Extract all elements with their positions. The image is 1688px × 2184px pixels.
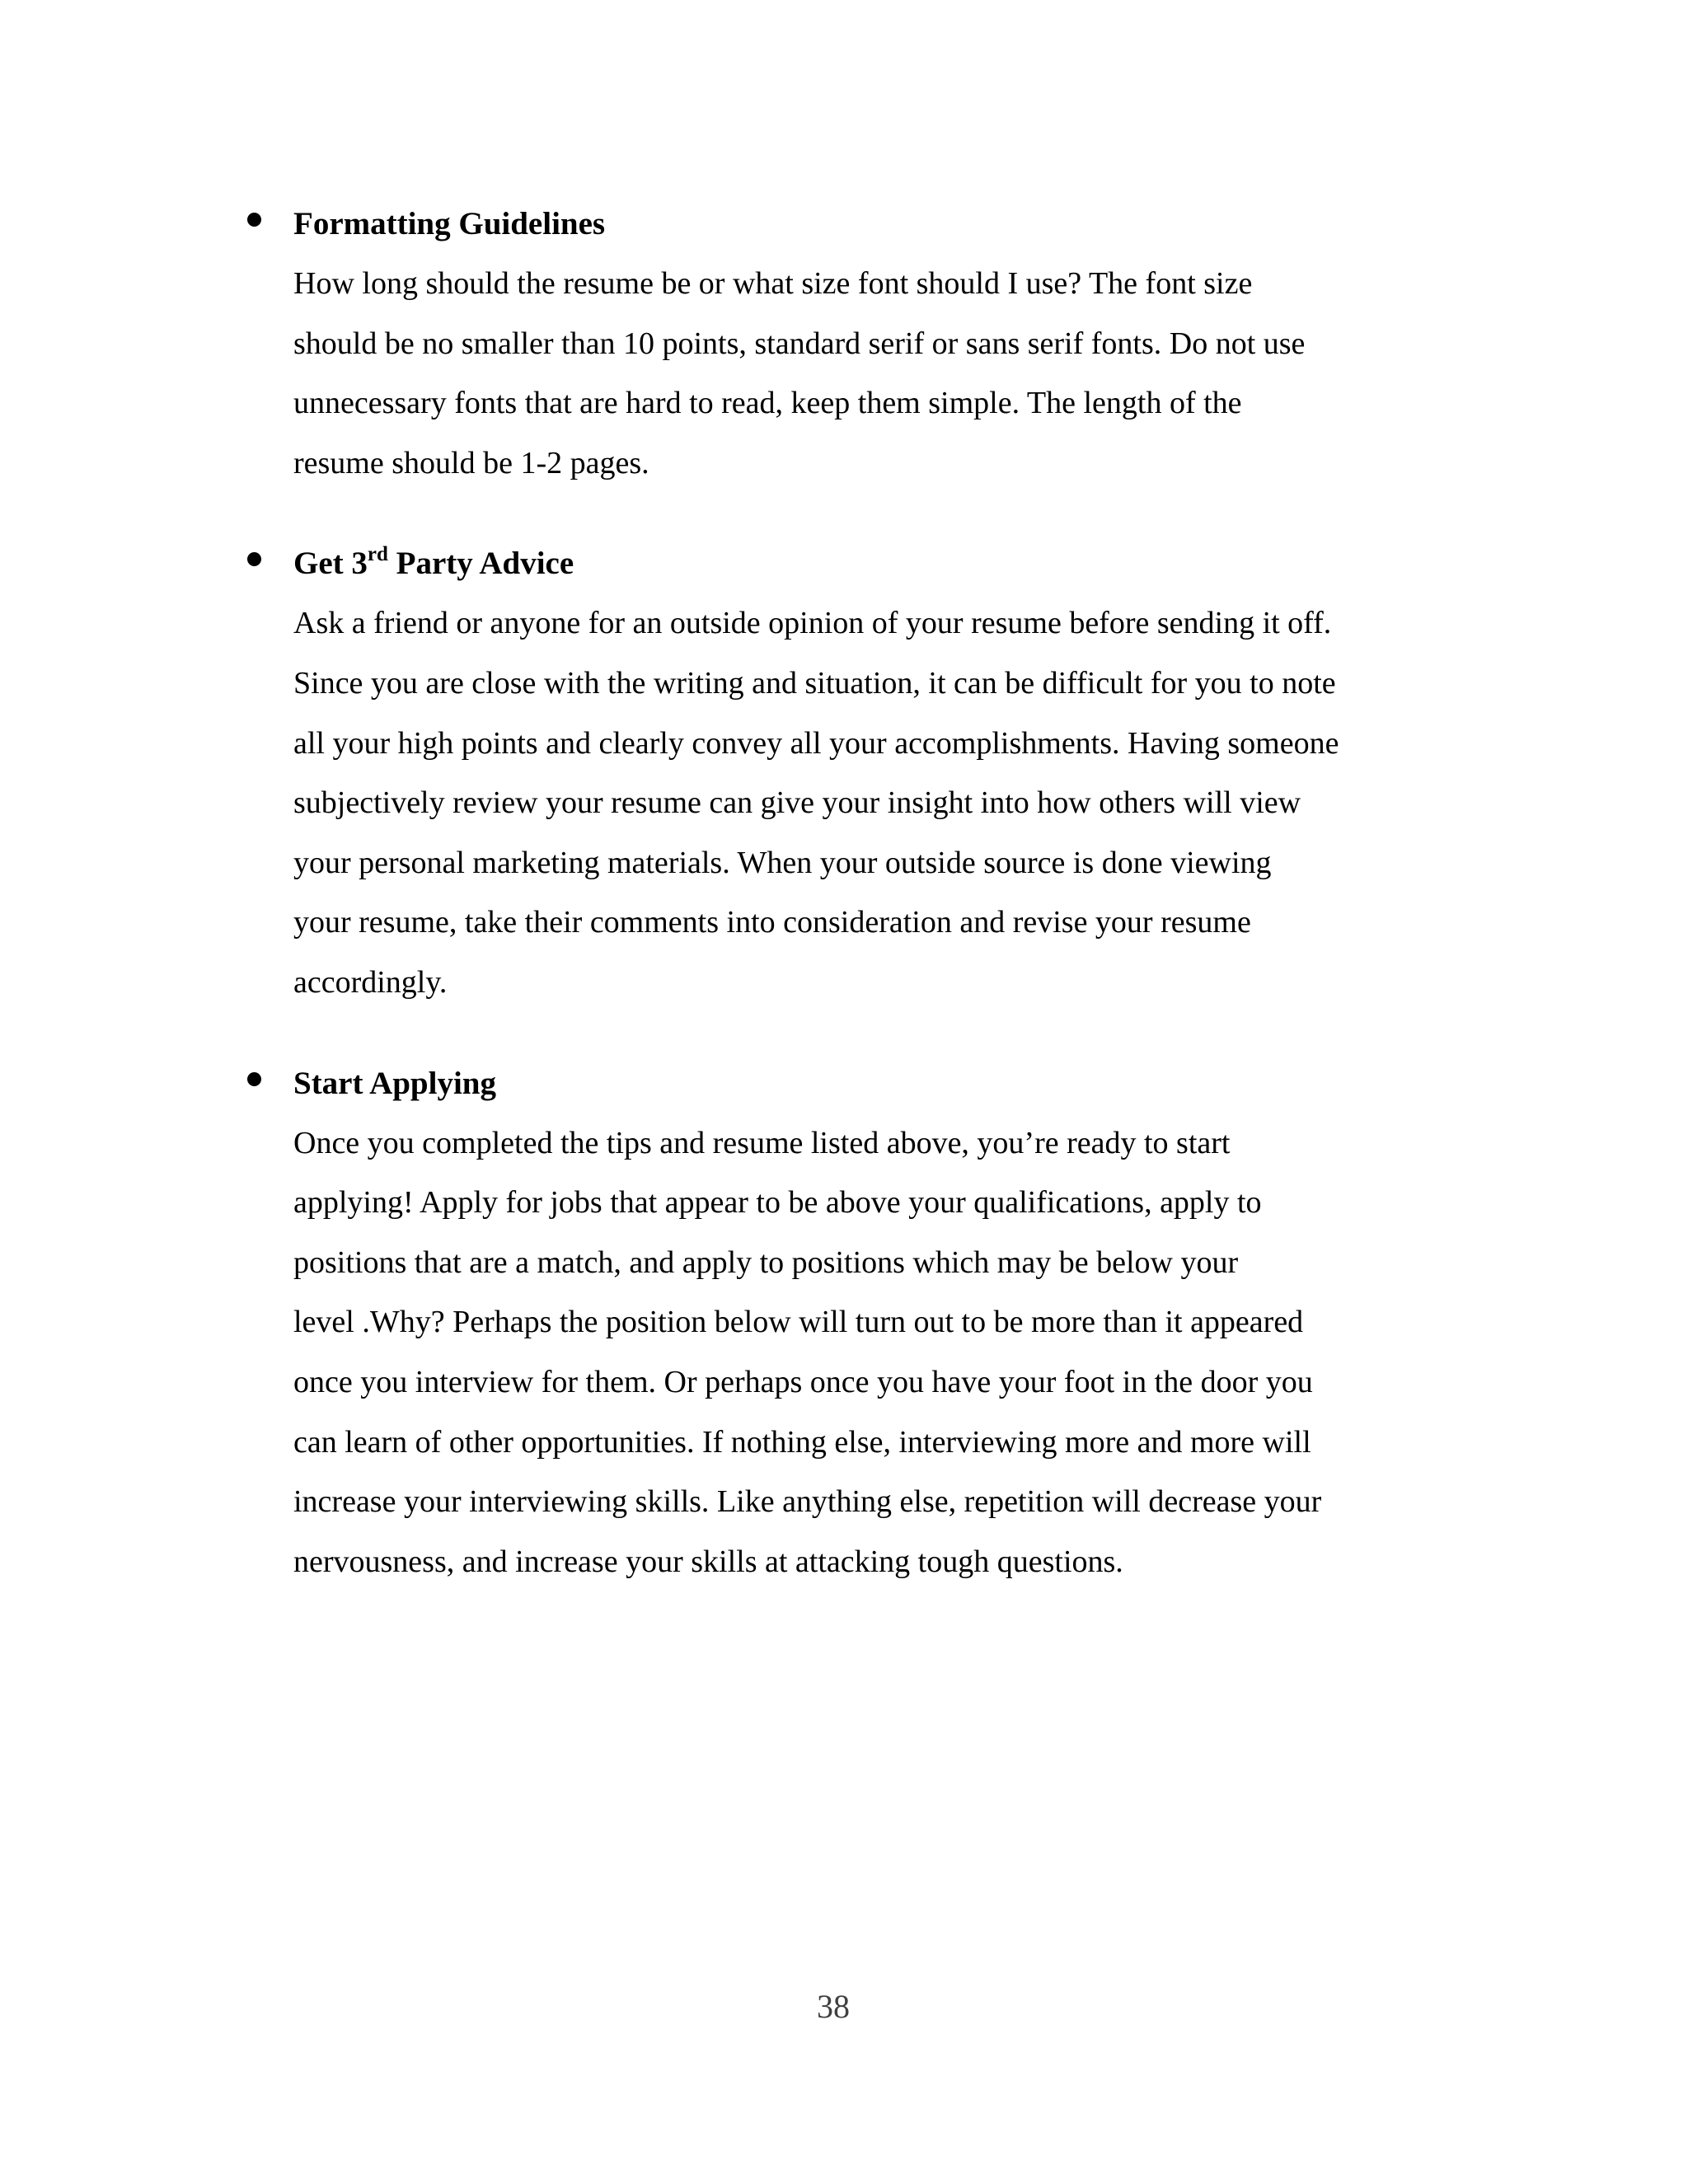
bullet-point: [247, 1072, 261, 1086]
section-body: [293, 593, 1489, 1012]
body-line: nervousness, and increase your skills at attacking tough questions.: [293, 1544, 1123, 1579]
body-line: all your high points and clearly convey all your accomplishments. Having someone: [293, 725, 1339, 761]
bullet-item-third-party-advice: [293, 534, 1489, 1012]
body-line: accordingly.: [293, 964, 448, 1000]
body-line: applying! Apply for jobs that appear to be above your qualifications, apply to: [293, 1185, 1262, 1221]
heading-text: Party Advice: [387, 546, 574, 582]
bullet-item-formatting-guidelines: [293, 194, 1489, 493]
section-heading: [293, 534, 1489, 593]
body-line: How long should the resume be or what size font should I use? The font size: [293, 266, 1253, 301]
body-line: your personal marketing materials. When your outside source is done viewing: [293, 845, 1272, 880]
section-body: [293, 254, 1489, 493]
section-heading: Formatting Guidelines: [293, 206, 606, 241]
body-line: subjectively review your resume can give your insight into how others will view: [293, 785, 1301, 821]
heading-superscript: rd: [367, 543, 388, 566]
body-line: increase your interviewing skills. Like anything else, repetition will decrease your: [293, 1484, 1322, 1520]
body-line: unnecessary fonts that are hard to read, keep them simple. The length of the: [293, 386, 1242, 421]
body-line: can learn of other opportunities. If nothing else, interviewing more and more will: [293, 1424, 1311, 1460]
body-line: level .Why? Perhaps the position below will turn out to be more than it appeared: [293, 1305, 1304, 1340]
body-line: resume should be 1-2 pages.: [293, 445, 649, 480]
bullet-point: [247, 552, 261, 566]
bullet-point: [247, 213, 261, 227]
bullet-item-start-applying: [293, 1054, 1489, 1592]
body-line: once you interview for them. Or perhaps once you have your foot in the door you: [293, 1364, 1313, 1399]
heading-text: Get 3: [293, 546, 368, 582]
body-line: Once you completed the tips and resume listed above, you’re ready to start: [293, 1125, 1231, 1160]
bullet-list: [293, 194, 1489, 1633]
body-line: Since you are close with the writing and situation, it can be difficult for you to note: [293, 665, 1336, 701]
body-line: positions that are a match, and apply to positions which may be below your: [293, 1244, 1239, 1280]
body-line: should be no smaller than 10 points, standard serif or sans serif fonts. Do not use: [293, 326, 1306, 361]
section-heading: Start Applying: [293, 1065, 496, 1101]
body-line: your resume, take their comments into consideration and revise your resume: [293, 905, 1251, 940]
body-line: Ask a friend or anyone for an outside opinion of your resume before sending it off.: [293, 606, 1332, 641]
page-number: 38: [817, 1988, 850, 2025]
section-body: [293, 1113, 1489, 1592]
